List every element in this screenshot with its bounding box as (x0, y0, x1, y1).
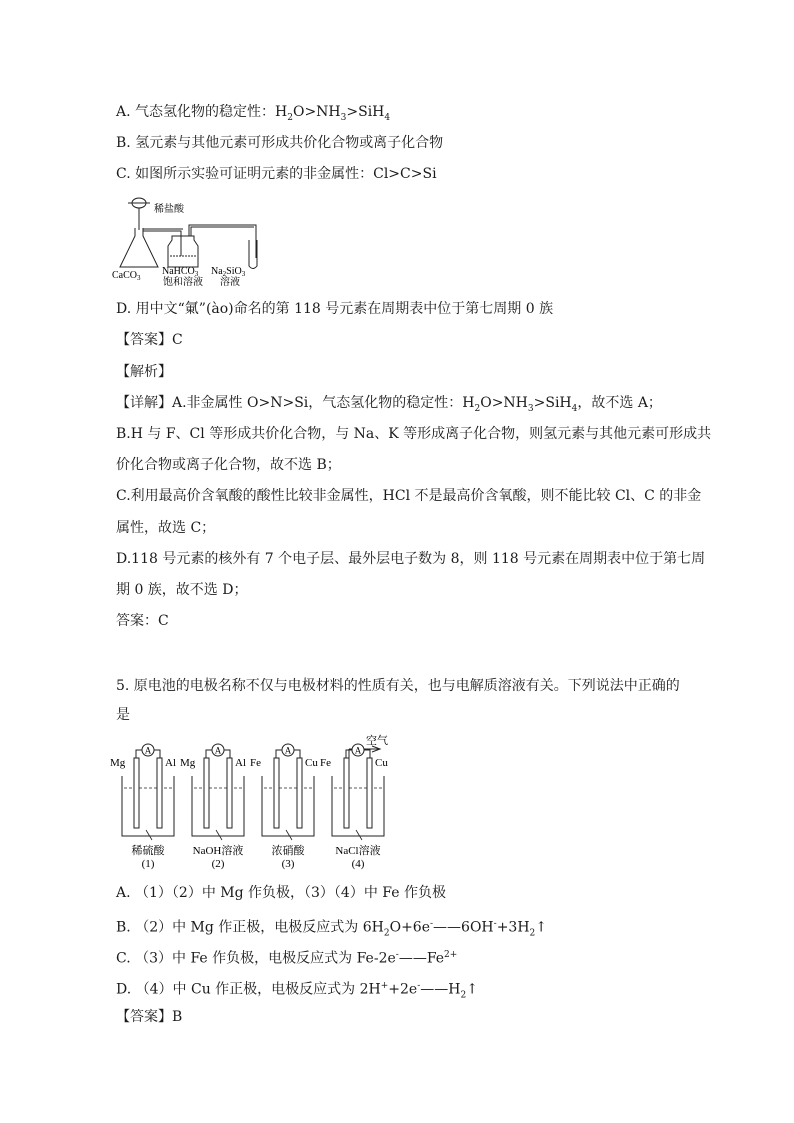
cell-number-3: (3) (281, 858, 295, 870)
wire-right-3 (294, 750, 300, 758)
electrode-right-label-3: Cu (305, 757, 318, 769)
leader-1 (146, 830, 152, 840)
fig-label-nahco3: NaHCO$_3$ (162, 266, 199, 278)
q4-detail-c-1: C.利用最高价含氧酸的酸性比较非金属性，HCl 不是最高价含氧酸，则不能比较 Cl、C 的非金 (116, 488, 702, 504)
electrode-right-label-2: Al (235, 757, 246, 769)
electrode-left-2 (204, 758, 209, 828)
leader-4 (356, 830, 362, 840)
fig-label-caco3: CaCO$_3$ (112, 270, 141, 282)
wire-left-2 (206, 750, 212, 758)
electrode-left-label-4: Fe (320, 757, 331, 769)
wire-right-4 (364, 750, 370, 758)
q4-detail-b-2: 价化合物或离子化合物，故不选 B； (116, 457, 341, 473)
wire-right-2 (224, 750, 230, 758)
solution-label-3: 浓硝酸 (271, 845, 305, 857)
q5-answer: 【答案】B (116, 1009, 183, 1025)
wire-left-1 (136, 750, 142, 758)
ammeter-label-3: A (284, 745, 292, 756)
q4-detail-a: 【详解】A.非金属性 O>N>Si，气态氢化物的稳定性：$H_2O>NH_3>SiH_4$，故不选 A； (116, 395, 662, 414)
leader-2 (216, 830, 222, 840)
q4-answer: 【答案】C (116, 332, 183, 348)
ammeter-label-4: A (354, 745, 362, 756)
electrode-right-3 (297, 758, 302, 828)
q4-option-a: A. 气态氢化物的稳定性：$H_2O>NH_3>SiH_4$ (116, 104, 391, 123)
electrode-left-label-1: Mg (110, 757, 126, 769)
electrode-left-3 (274, 758, 279, 828)
electrode-right-1 (157, 758, 162, 828)
q4-apparatus-figure (108, 190, 268, 288)
q4-detail-d-1: D.118 号元素的核外有 7 个电子层、最外层电子数为 8，则 118 号元素在周期表中位于第七周 (116, 551, 706, 567)
q4-detail-c-2: 属性，故选 C； (116, 520, 216, 536)
electrode-left-label-2: Mg (180, 757, 196, 769)
q4-final-answer: 答案：C (116, 613, 169, 629)
q4-analysis-heading: 【解析】 (116, 364, 172, 380)
fig-label-saturated: 饱和溶液 (163, 277, 203, 288)
electrode-left-1 (134, 758, 139, 828)
electrode-right-4 (367, 758, 372, 828)
q5-stem-line-1: 5. 原电池的电极名称不仅与电极材料的性质有关，也与电解质溶液有关。下列说法中正确的 (116, 678, 680, 694)
wire-left-3 (276, 750, 282, 758)
q4-option-b: B. 氢元素与其他元素可形成共价化合物或离子化合物 (116, 135, 444, 151)
fig-label-air: 空气 (366, 735, 388, 747)
fig-label-na2sio3: $Na_2SiO_3$ (211, 266, 246, 278)
leader-3 (286, 830, 292, 840)
beaker-2 (192, 776, 244, 836)
q5-option-b: B. （2）中 Mg 作正极，电极反应式为 $6H_2O+6e^-——6OH^-+3H_2↑$ (116, 919, 548, 939)
beaker-3 (262, 776, 314, 836)
cell-number-4: (4) (351, 858, 365, 870)
fig-label-solution: 溶液 (220, 277, 240, 288)
q5-cells-figure (110, 728, 400, 874)
cell-number-2: (2) (211, 858, 225, 870)
ammeter-label-1: A (144, 745, 152, 756)
ammeter-label-2: A (214, 745, 222, 756)
solution-label-1: 稀硫酸 (131, 845, 165, 857)
q5-stem-line-2: 是 (116, 707, 130, 723)
electrode-right-label-1: Al (165, 757, 176, 769)
solution-label-2: NaOH溶液 (192, 845, 244, 857)
electrode-right-label-4: Cu (375, 757, 388, 769)
electrode-left-label-3: Fe (250, 757, 261, 769)
q4-detail-b-1: B.H 与 F、Cl 等形成共价化合物，与 Na、K 等形成离子化合物，则氢元素与其他元素可形成共 (116, 426, 712, 442)
q5-option-c: C. （3）中 Fe 作负极，电极反应式为 $Fe-2e^-——Fe^{2+}$ (116, 950, 458, 967)
electrode-left-4 (344, 758, 349, 828)
electrode-right-2 (227, 758, 232, 828)
q5-option-a: A. （1）（2）中 Mg 作负极，（3）（4）中 Fe 作负极 (116, 885, 446, 901)
fig-label-acid: 稀盐酸 (154, 204, 184, 215)
beaker-4 (332, 776, 384, 836)
beaker-1 (122, 776, 174, 836)
wire-right-1 (154, 750, 160, 758)
solution-label-4: NaCl溶液 (335, 845, 381, 857)
cell-number-1: (1) (141, 858, 155, 870)
q4-detail-d-2: 期 0 族，故不选 D； (116, 582, 248, 598)
q4-option-d: D. 用中文“氭”(ào)命名的第 118 号元素在周期表中位于第七周期 0 族 (116, 301, 554, 317)
q4-option-c: C. 如图所示实验可证明元素的非金属性：Cl>C>Si (116, 166, 437, 182)
q5-option-d: D. （4）中 Cu 作正极，电极反应式为 $2H^++2e^-——H_2↑$ (116, 981, 478, 1001)
